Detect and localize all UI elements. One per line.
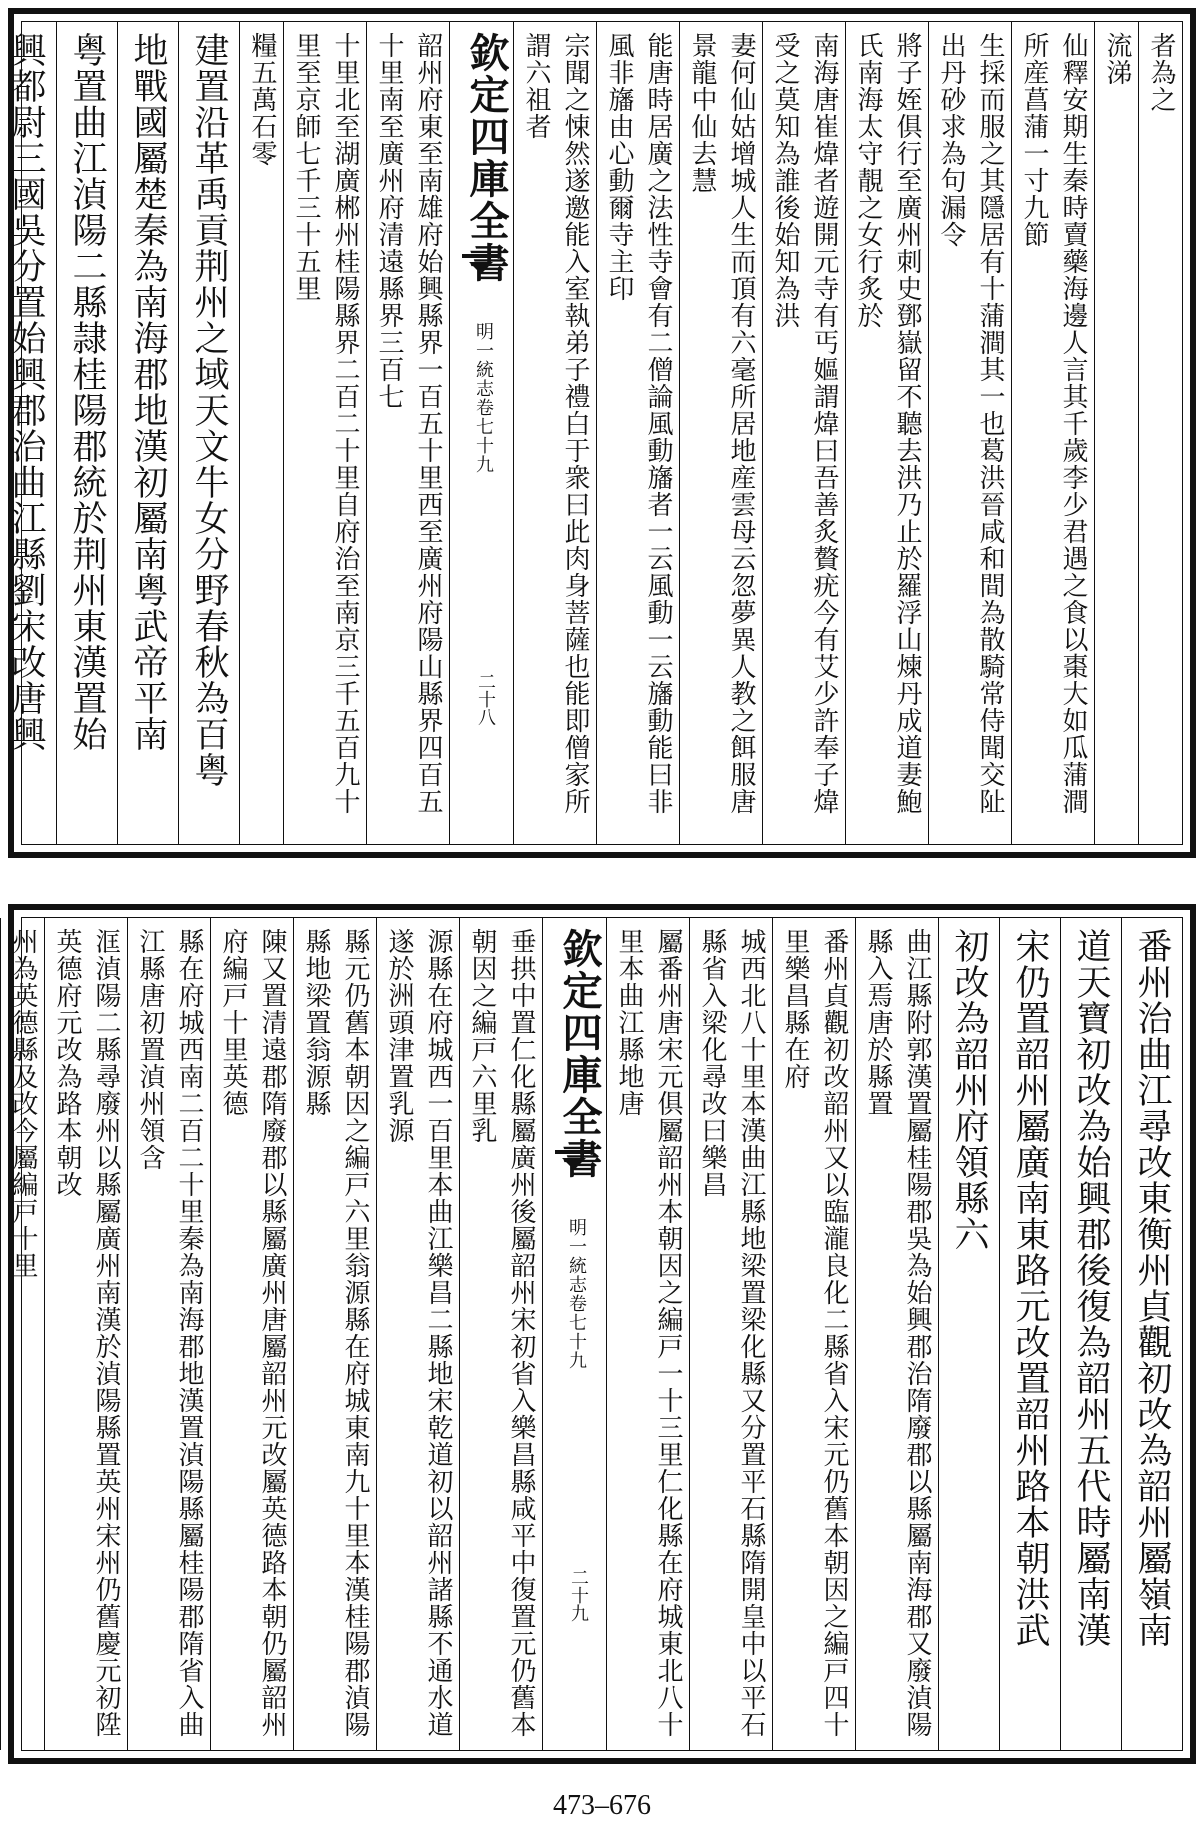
column-text: 洭湞陽二縣尋廢州以縣屬廣州南漢於湞陽縣置英州宋州仍舊慶元初陞英德府元改為路本朝改 [52, 928, 121, 1738]
text-column [1121, 918, 1182, 1750]
text-column [855, 918, 938, 1750]
catalog-number: 473–676 [553, 1790, 651, 1821]
column-text: 縣在府城西南二百二十里秦為南海郡地漢置湞陽縣屬桂陽郡隋省入曲江縣唐初置湞州領含 [135, 928, 204, 1738]
text-column [606, 918, 689, 1750]
column-text: 屬番州唐宋元俱屬韶州本朝因之編戸一十三里仁化縣在府城東北八十里本曲江縣地唐 [614, 928, 683, 1738]
text-column [1138, 22, 1182, 844]
text-column [845, 22, 928, 844]
column-text: 宗聞之悚然遂邀能入室執弟子禮白于衆曰此肉身菩薩也能即僧家所謂六祖者 [521, 32, 590, 815]
column-text: 興都尉三國吳分置始興郡治曲江縣劉宋改唐興 [6, 32, 46, 752]
text-column [928, 22, 1011, 844]
bottom-page [8, 904, 1196, 1764]
column-text: 源縣在府城西一百里本曲江樂昌二縣地宋乾道初以韶州諸縣不通水道遂於洲頭津置乳源 [384, 928, 453, 1738]
column-text: 流涕 [1102, 32, 1132, 86]
column-text: 番州貞觀初改韶州又以臨瀧良化二縣省入宋元仍舊本朝因之編戸四十里樂昌縣在府 [780, 928, 849, 1738]
column-text: 垂拱中置仁化縣屬廣州後屬韶州宋初省入樂昌縣咸平中復置元仍舊本朝因之編戸六里乳 [467, 928, 536, 1738]
text-column [1011, 22, 1094, 844]
center-margin [449, 22, 513, 844]
column-text: 仙釋安期生秦時賣藥海邊人言其千歲李少君遇之食以棗大如瓜蒲澗所産菖蒲一寸九節 [1019, 32, 1088, 815]
top-page-frame [6, 21, 1183, 845]
volume-label: 明一統志卷七十九 [566, 1218, 587, 1370]
column-text: 粤置曲江湞陽二縣隷桂陽郡統於荆州東漢置始 [67, 32, 107, 752]
page-number: 二十九 [568, 1568, 589, 1622]
page-number: 二十八 [475, 672, 496, 726]
column-text: 將子姪俱行至廣州刺史鄧嶽留不聽去洪乃止於羅浮山煉丹成道妻鮑氏南海太守靚之女行炙於 [853, 32, 922, 815]
column-text: 生採而服之其隱居有十蒲澗其一也葛洪晉咸和間為散騎常侍聞交阯出丹砂求為句漏令 [936, 32, 1005, 815]
text-column [56, 22, 117, 844]
column-text: 南海唐崔煒者遊開元寺有丐嫗謂煒曰吾善炙贅疣今有艾少許奉子煒受之莫知為誰後始知為洪 [770, 32, 839, 815]
column-text: 糧五萬石零 [247, 32, 277, 167]
column-text: 縣元仍舊本朝因之編戸六里翁源縣在府城東南九十里本漢桂陽郡湞陽縣地梁置翁源縣 [301, 928, 370, 1738]
text-column [0, 22, 56, 844]
fish-tail-mark-icon [462, 254, 500, 280]
text-column [239, 22, 283, 844]
column-text: 陳又置清遠郡隋廢郡以縣屬廣州唐屬韶州元改屬英德路本朝仍屬韶州府編戸十里英德 [218, 928, 287, 1738]
center-margin [542, 918, 606, 1750]
book-title: 欽定四庫全書 [556, 928, 603, 1180]
text-column [117, 22, 178, 844]
bottom-page-frame [8, 917, 1183, 1751]
text-column [293, 918, 376, 1750]
column-text: 十里北至湖廣郴州桂陽縣界二百二十里自府治至南京三千五百九十里至京師七千三十五里 [291, 32, 360, 815]
column-text: 建置沿革禹貢荆州之域天文牛女分野春秋為百粤 [189, 32, 229, 788]
text-column [938, 918, 999, 1750]
column-text: 道天寶初改為始興郡後復為韶州五代時屬南漢 [1071, 928, 1111, 1648]
text-column [762, 22, 845, 844]
text-column [0, 918, 44, 1750]
fish-tail-mark-icon [555, 1150, 593, 1176]
column-text: 能唐時居廣之法性寺會有二僧論風動旛者一云風動一云旛動能曰非風非旛由心動爾寺主印 [604, 32, 673, 815]
column-text: 者為之 [1146, 32, 1176, 113]
text-column [679, 22, 762, 844]
column-text: 地戰國屬楚秦為南海郡地漢初屬南粤武帝平南 [128, 32, 168, 752]
column-text: 妻何仙姑增城人生而頂有六毫所居地産雲母云忽夢異人教之餌服唐景龍中仙去慧 [687, 32, 756, 815]
column-text: 番州治曲江尋改東衡州貞觀初改為韶州屬嶺南 [1132, 928, 1172, 1648]
column-text: 初改為韶州府領縣六 [949, 928, 989, 1252]
text-column [44, 918, 127, 1750]
book-title: 欽定四庫全書 [463, 32, 510, 284]
column-text: 韶州府東至南雄府始興縣界一百五十里西至廣州府陽山縣界四百五十里南至廣州府清遠縣界三百七 [374, 32, 443, 815]
column-text: 宋仍置韶州屬廣南東路元改置韶州路本朝洪武 [1010, 928, 1050, 1648]
text-column [513, 22, 596, 844]
text-column [689, 918, 772, 1750]
text-column [178, 22, 239, 844]
bottom-columns [8, 918, 1182, 1750]
text-column [366, 22, 449, 844]
text-column [210, 918, 293, 1750]
text-column [596, 22, 679, 844]
text-column [127, 918, 210, 1750]
text-column [772, 918, 855, 1750]
text-column [459, 918, 542, 1750]
text-column [1060, 918, 1121, 1750]
column-text: 州為英德縣及改今屬編戸十里 [8, 928, 38, 1279]
text-column [1094, 22, 1138, 844]
column-text: 城西北八十里本漢曲江縣地梁置梁化縣又分置平石縣隋開皇中以平石縣省入梁化尋改曰樂昌 [697, 928, 766, 1738]
top-columns [6, 22, 1182, 844]
text-column [283, 22, 366, 844]
top-page [8, 8, 1196, 858]
text-column [999, 918, 1060, 1750]
volume-label: 明一統志卷七十九 [473, 322, 494, 474]
column-text: 曲江縣附郭漢置屬桂陽郡吳為始興郡治隋廢郡以縣屬南海郡又廢湞陽縣入焉唐於縣置 [863, 928, 932, 1738]
text-column [376, 918, 459, 1750]
